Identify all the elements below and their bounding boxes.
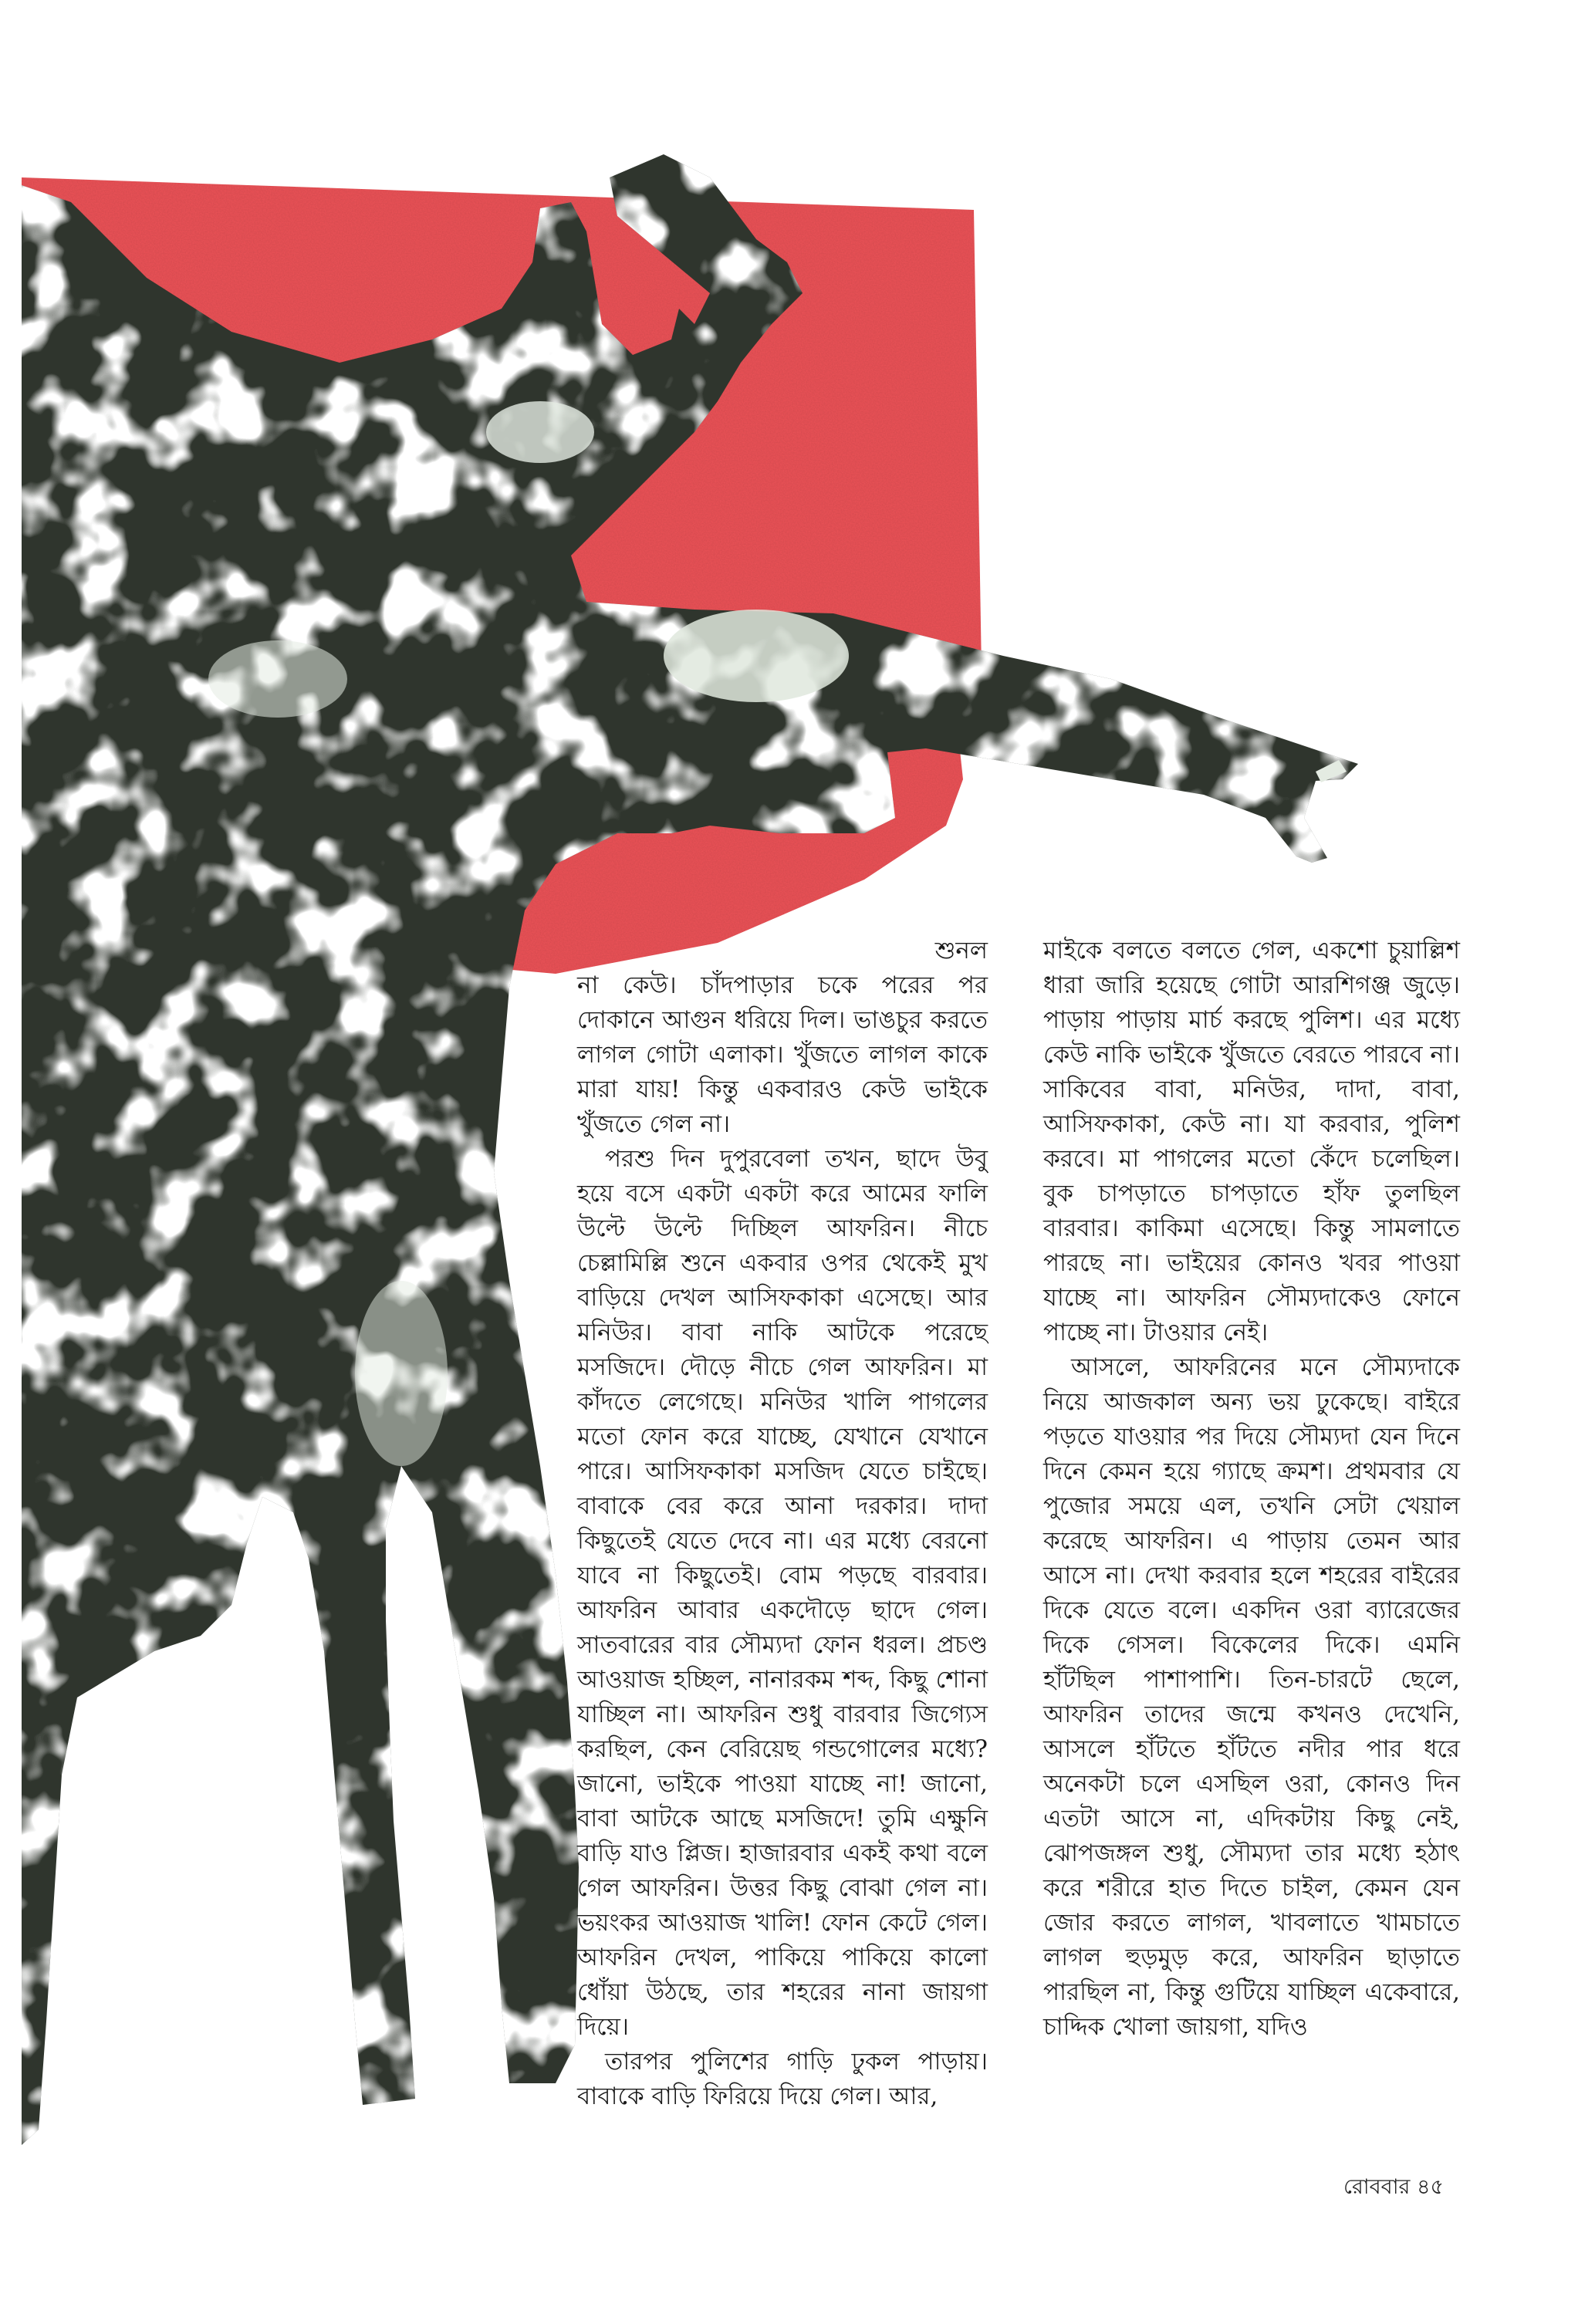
article-column-left	[577, 934, 988, 2114]
texture-patch	[664, 610, 849, 702]
texture-patch	[355, 1281, 448, 1466]
texture-patch	[486, 401, 594, 463]
paragraph: তারপর পুলিশের গাড়ি ঢুকল পাড়ায়। বাবাকে বাড়ি ফিরিয়ে দিয়ে গেল। আর,	[577, 2048, 988, 2110]
article-column-right	[1043, 934, 1460, 2045]
paragraph: পরশু দিন দুপুরবেলা তখন, ছাদে উবু হয়ে বসে একটা একটা করে আমের ফালি উল্টে উল্টে দিচ্ছিল আফরিন। নীচে চেল্লামিল্লি শুনে একবার ওপর থেকেই মুখ বাড়িয়ে দেখল আসিফকাকা এসেছে। আর মনিউর। বাবা নাকি আটকে পরেছে মসজিদে। দৌড়ে নীচে গেল আফরিন। মা কাঁদতে লেগেছে। মনিউর খালি পাগলের মতো ফোন করে যাচ্ছে, যেখানে যেখানে পারে। আসিফকাকা মসজিদ যেতে চাইছে। বাবাকে বের করে আনা দরকার। দাদা কিছুতেই যেতে দেবে না। এর মধ্যে বেরনো যাবে না কিছুতেই। বোম পড়ছে বারবার। আফরিন আবার একদৌড়ে ছাদে গেল। সাতবারের বার সৌম্যদা ফোন ধরল। প্রচণ্ড আওয়াজ হচ্ছিল, নানারকম শব্দ, কিছু শোনা যাচ্ছিল না। আফরিন শুধু বারবার জিগ্যেস করছিল, কেন বেরিয়েছ গন্ডগোলের মধ্যে? জানো, ভাইকে পাওয়া যাচ্ছে না! জানো, বাবা আটকে আছে মসজিদে! তুমি এক্ষুনি বাড়ি যাও প্লিজ। হাজারবার একই কথা বলে গেল আফরিন। উত্তর কিছু বোঝা গেল না। ভয়ংকর আওয়াজ খালি! ফোন কেটে গেল। আফরিন দেখল, পাকিয়ে পাকিয়ে কালো ধোঁয়া উঠছে, তার শহরের নানা জায়গা দিয়ে।	[577, 1145, 988, 2041]
page-folio: রোববার ৪৫	[1343, 2175, 1444, 2199]
paragraph: আসলে, আফরিনের মনে সৌম্যদাকে নিয়ে আজকাল অন্য ভয় ঢুকেছে। বাইরে পড়তে যাওয়ার পর দিয়ে সৌম্যদা যেন দিনে দিনে কেমন হয়ে গ্যাছে ক্রমশ। প্রথমবার যে পুজোর সময়ে এল, তখনি সেটা খেয়াল করেছে আফরিন। এ পাড়ায় তেমন আর আসে না। দেখা করবার হলে শহরের বাইরের দিকে যেতে বলে। একদিন ওরা ব্যারেজের দিকে গেসল। বিকেলের দিকে। এমনি হাঁটছিল পাশাপাশি। তিন-চারটে ছেলে, আফরিন তাদের জন্মে কখনও দেখেনি, আসলে হাঁটতে হাঁটতে নদীর পার ধরে অনেকটা চলে এসছিল ওরা, কোনও দিন এতটা আসে না, এদিকটায় কিছু নেই, ঝোপজঙ্গল শুধু, সৌম্যদা তার মধ্যে হঠাৎ করে শরীরে হাত দিতে চাইল, কেমন যেন জোর করতে লাগল, খাবলাতে খামচাতে লাগল হুড়মুড় করে, আফরিন ছাড়াতে পারছিল না, কিন্তু গুটিয়ে যাচ্ছিল একেবারে, চাদ্দিক খোলা জায়গা, যদিও	[1043, 1353, 1460, 2041]
texture-patch	[208, 640, 347, 718]
paragraph: না কেউ। চাঁদপাড়ার চকে পরের পর দোকানে আগুন ধরিয়ে দিল। ভাঙচুর করতে লাগল গোটা এলাকা। খুঁজতে লাগল কাকে মারা যায়! কিন্তু একবারও কেউ ভাইকে খুঁজতে গেল না।	[577, 971, 988, 1138]
runin-word: শুনল	[934, 937, 988, 964]
paragraph: মাইকে বলতে বলতে গেল, একশো চুয়াল্লিশ ধারা জারি হয়েছে গোটা আরশিগঞ্জ জুড়ে। পাড়ায় পাড়ায় মার্চ করছে পুলিশ। এর মধ্যে কেউ নাকি ভাইকে খুঁজতে বেরতে পারবে না। সাকিবের বাবা, মনিউর, দাদা, বাবা, আসিফকাকা, কেউ না। যা করবার, পুলিশ করবে। মা পাগলের মতো কেঁদে চলেছিল। বুক চাপড়াতে চাপড়াতে হাঁফ তুলছিল বারবার। কাকিমা এসেছে। কিন্তু সামলাতে পারছে না। ভাইয়ের কোনও খবর পাওয়া যাচ্ছে না। আফরিন সৌম্যদাকেও ফোনে পাচ্ছে না। টাওয়ার নেই।	[1043, 937, 1460, 1346]
